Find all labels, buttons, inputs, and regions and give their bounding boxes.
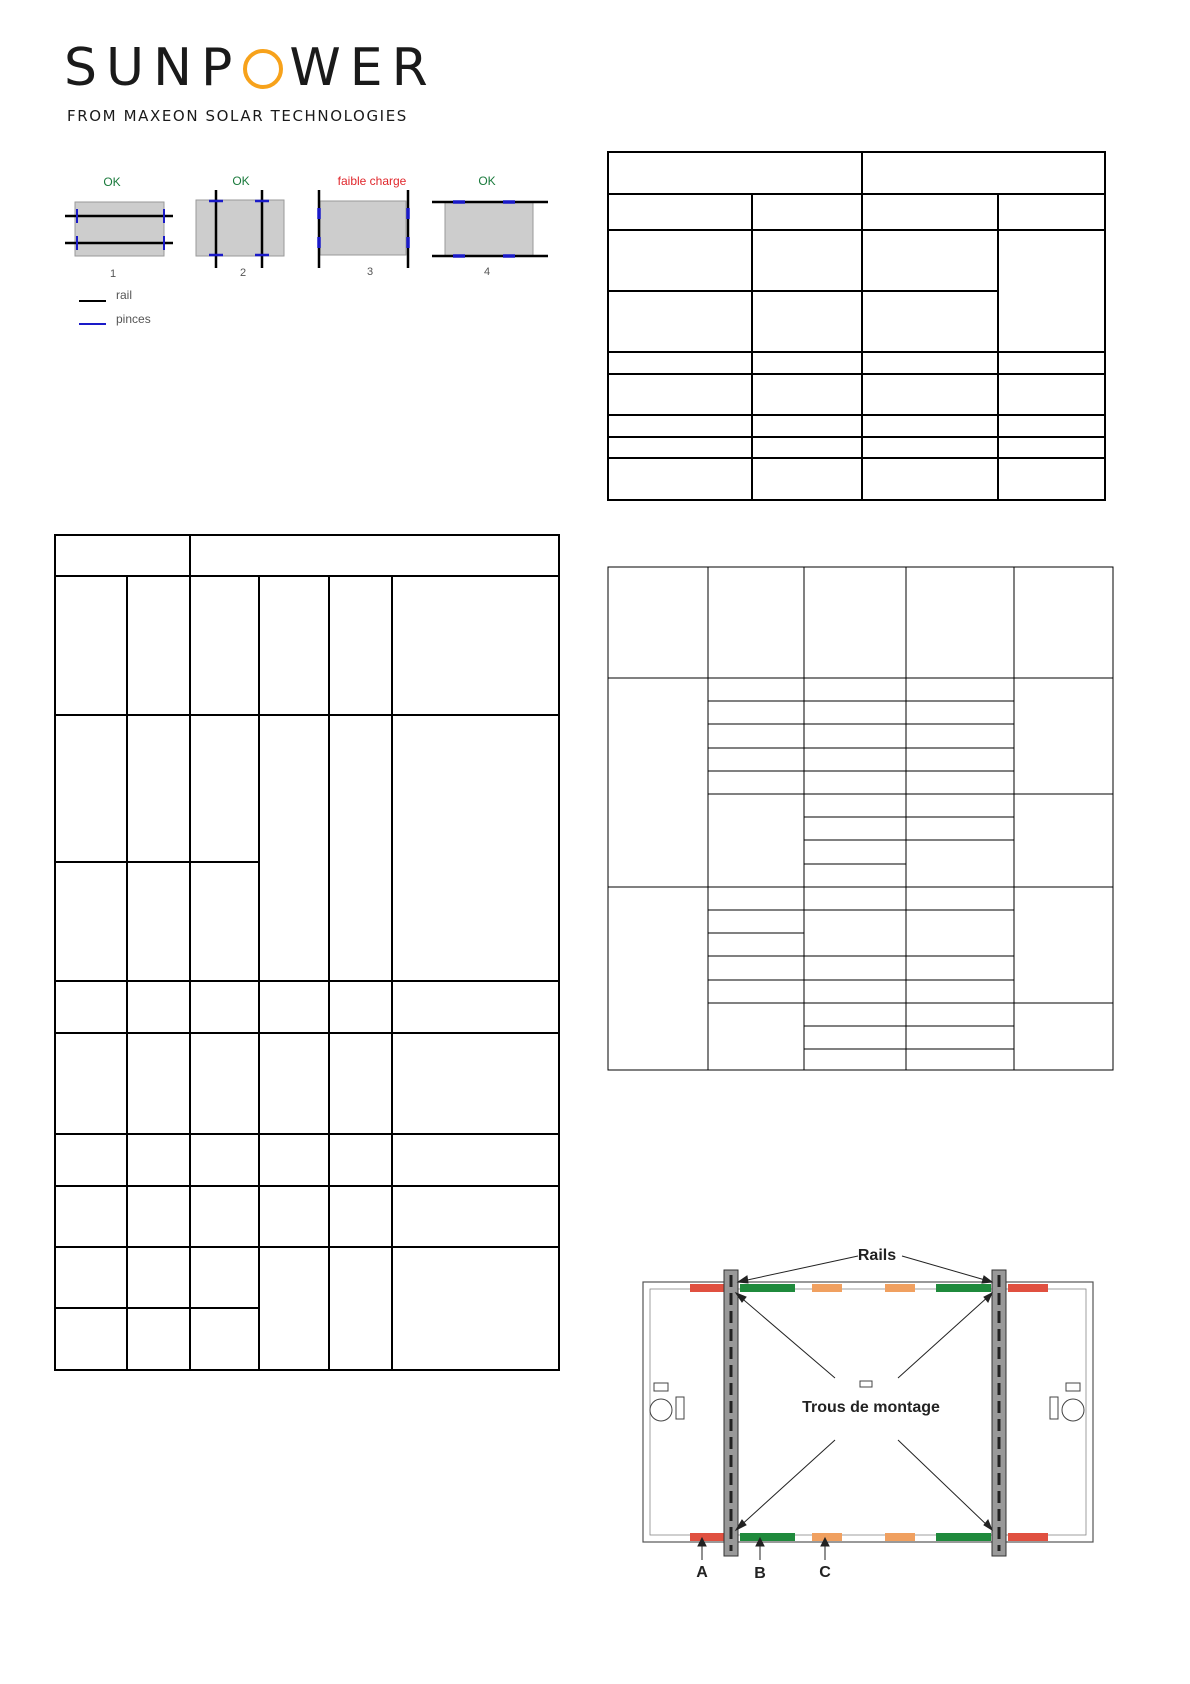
sunpower-logo: SUNP WER [64, 38, 437, 98]
clamp-number-2: 2 [239, 267, 247, 279]
clamp-number-3: 3 [366, 266, 374, 278]
clamp-number-4: 4 [483, 266, 491, 278]
marker-a: A [696, 1564, 708, 1581]
logo-subtitle: FROM MAXEON SOLAR TECHNOLOGIES [67, 107, 408, 125]
rails-title: Rails [857, 1247, 897, 1264]
clamp-label-4: OK [478, 174, 496, 188]
rail-right [992, 1270, 1006, 1556]
legend-rail-label: rail [116, 288, 133, 302]
marker-c: C [819, 1564, 831, 1581]
clamp-label-3: faible charge [337, 174, 407, 188]
mounting-holes-title: Trous de montage [802, 1399, 940, 1416]
clamp-label-1: OK [103, 175, 121, 189]
clamp-label-2: OK [232, 174, 250, 188]
marker-b: B [754, 1565, 766, 1582]
clamp-number-1: 1 [109, 268, 117, 280]
legend-pinces-label: pinces [116, 312, 151, 326]
rail-left [724, 1270, 738, 1556]
